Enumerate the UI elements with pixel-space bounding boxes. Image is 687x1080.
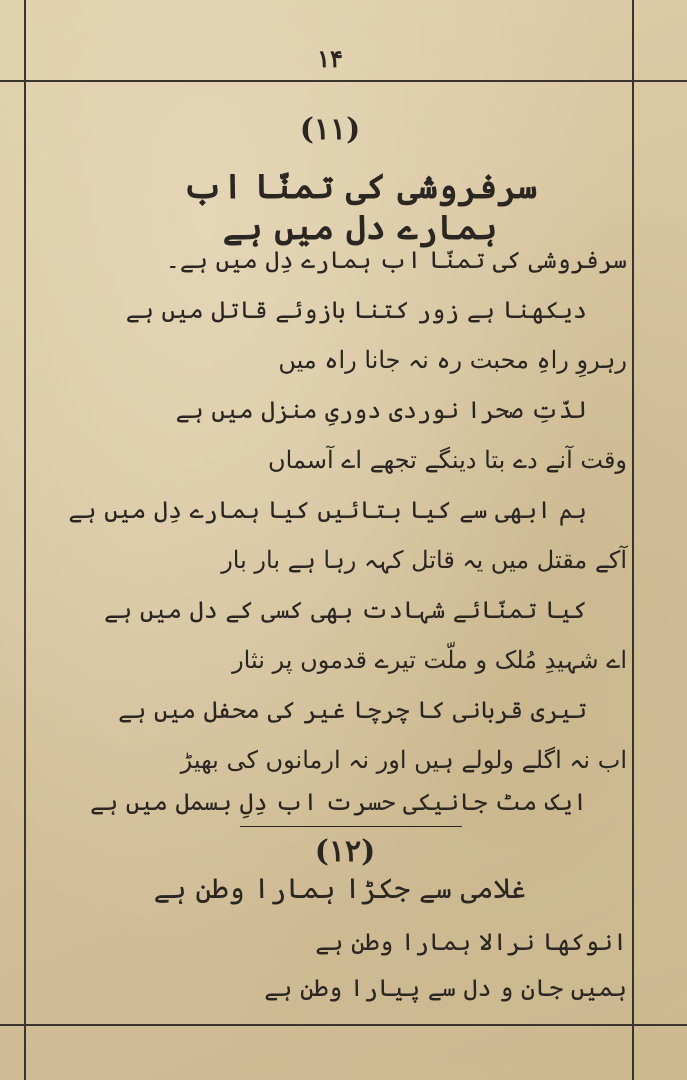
- poem-number: (۱۱): [299, 112, 361, 147]
- poem-line: لذّتِ صحرا نوردی دوریِ منزل میں ہے: [175, 396, 587, 424]
- poem-line: اے شہیدِ مُلک و ملّت تیرے قدموں پر نثار: [232, 646, 627, 674]
- poem-title: غلامی سے جکڑا ہمارا وطن ہے: [153, 872, 527, 905]
- poem-line: سرفروشی کی تمنّا اب ہمارے دِل میں ہے۔: [165, 246, 627, 274]
- poem-line: ایک مٹ جانیکی حسرت اب دِلِ بسمل میں ہے: [90, 788, 587, 816]
- poem-line: انوکھا نرالا ہمارا وطن ہے: [315, 928, 627, 956]
- poem-line: اب نہ اگلے ولولے ہیں اور نہ ارمانوں کی بھیڑ: [180, 746, 627, 774]
- poem-line: دیکھنا ہے زور کتنا بازوئے قاتل میں ہے: [125, 296, 587, 324]
- poem-line: وقت آنے دے بتا دینگے تجھے اے آسماں: [268, 446, 627, 474]
- left-margin-rule: [24, 0, 26, 1080]
- bottom-rule: [0, 1024, 687, 1026]
- poem-title: سرفروشی کی تمنّا اب ہمارے دل میں ہے: [182, 167, 538, 248]
- section-divider: [240, 826, 462, 827]
- poem-line: ہم ابھی سے کیا بتائیں کیا ہمارے دِل میں ہے: [68, 496, 587, 524]
- poem-line: ہمیں جان و دل سے پیارا وطن ہے: [264, 974, 627, 1002]
- poem-line: کیا تمنّائے شہادت بھی کسی کے دل میں ہے: [104, 596, 587, 624]
- page-number: ۱۴: [317, 44, 343, 73]
- poem-line: رہروِ راہِ محبت رہ نہ جانا راہ میں: [278, 346, 627, 374]
- poem-number: (۱۲): [314, 834, 376, 869]
- right-margin-rule: [632, 0, 634, 1080]
- top-rule: [0, 80, 687, 82]
- poem-line: تیری قربانی کا چرچا غیر کی محفل میں ہے: [118, 696, 587, 724]
- poem-line: آکے مقتل میں یہ قاتل کہہ رہا ہے بار بار: [221, 546, 627, 574]
